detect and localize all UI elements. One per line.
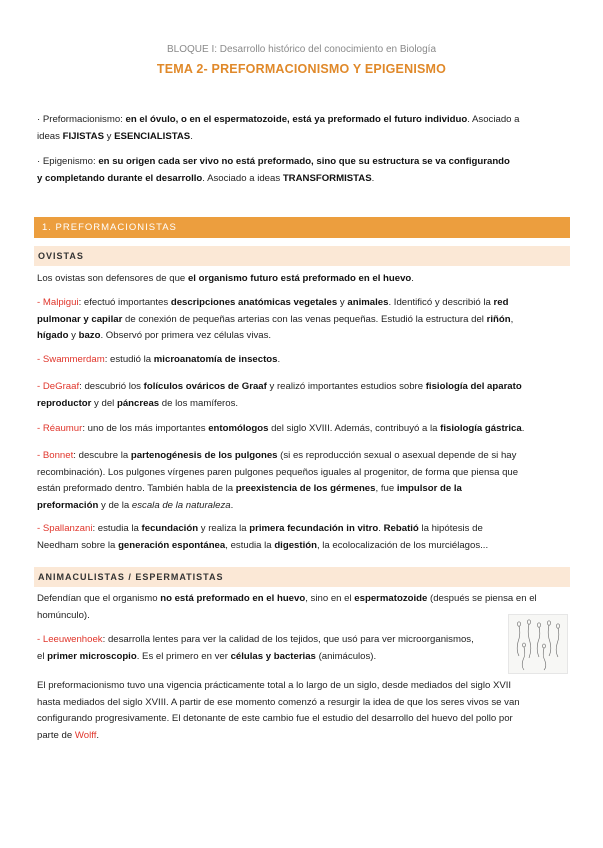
block-subtitle: BLOQUE I: Desarrollo histórico del conocimiento en Biología: [166, 44, 437, 55]
paragraph-spallanzani: - Spallanzani: estudia la fecundación y realiza la primera fecundación in vitro. Rebatió la hipótesis de Needham sobre la generación espontánea, estudia la digestión, la ecolocalización de los murciélagos...: [37, 523, 489, 551]
paragraph-bonnet: - Bonnet: descubre la partenogénesis de los pulgones (si es reproducción sexual o asexual depende de si hay recombinación). Los pulgones vírgenes paren pulgones pequeños iguales al progenitor, de forma que piensa que están preformado dentro. También habla de la preexistencia de los gérmenes, fue impulsor de la preformación y de la escala de la naturaleza.: [37, 450, 519, 511]
paragraph-reaumur: - Réaumur: uno de los más importantes entomólogos del siglo XVIII. Además, contribuyó a la fisiología gástrica.: [37, 423, 525, 434]
ovistas-intro: Los ovistas son defensores de que el organismo futuro está preformado en el huevo.: [37, 273, 414, 284]
paragraph-leeuwenhoek: - Leeuwenhoek: desarrolla lentes para ver la calidad de los tejidos, que usó para ver microorganismos, el primer microscopio. Es el primero en ver células y bacterias (animáculos).: [37, 634, 474, 662]
page-title: TEMA 2- PREFORMACIONISMO Y EPIGENISMO: [156, 62, 447, 76]
spermatozoa-drawing: [509, 615, 567, 673]
definition-epigenismo: · Epigenismo: en su origen cada ser vivo no está preformado, sino que su estructura se va configurando y completando durante el desarrollo. Asociado a ideas TRANSFORMISTAS.: [37, 156, 510, 184]
section-header-preformacionistas: 1. PREFORMACIONISTAS: [34, 217, 570, 238]
definition-preformacionismo: · Preformacionismo: en el óvulo, o en el espermatozoide, está ya preformado el futuro individuo. Asociado a ideas FIJISTAS y ESENCIALISTAS.: [37, 114, 520, 142]
paragraph-degraaf: - DeGraaf: descubrió los folículos ováricos de Graaf y realizó importantes estudios sobre fisiología del aparato reproductor y del páncreas de los mamíferos.: [37, 381, 522, 409]
paragraph-swammerdam: - Swammerdam: estudió la microanatomía de insectos.: [37, 354, 281, 365]
paragraph-malpighi: - Malpigui: efectuó importantes descripciones anatómicas vegetales y animales. Identificó y describió la red pulmonar y capilar de conexión de pequeñas arterias con las venas pequeñas. Estudió la estructura del riñón, hígado y bazo. Observó por primera vez células vivas.: [37, 297, 514, 342]
subsection-header-animaculistas: ANIMACULISTAS / ESPERMATISTAS: [34, 567, 570, 587]
spermatozoa-illustration: [508, 614, 568, 674]
closing-paragraph: El preformacionismo tuvo una vigencia prácticamente total a lo largo de un siglo, desde mediados del siglo XVII hasta mediados del siglo XVIII. A partir de ese momento comenzó a resurgir la idea de que los seres vivos se van configurando progresivamente. El detonante de este cambio fue el estudio del desarrollo del huevo del pollo por parte de Wolff.: [37, 680, 520, 741]
subsection-header-ovistas: OVISTAS: [34, 246, 570, 266]
animaculistas-intro: Defendían que el organismo no está preformado en el huevo, sino en el espermatozoide (después se piensa en el homúnculo).: [37, 593, 537, 621]
